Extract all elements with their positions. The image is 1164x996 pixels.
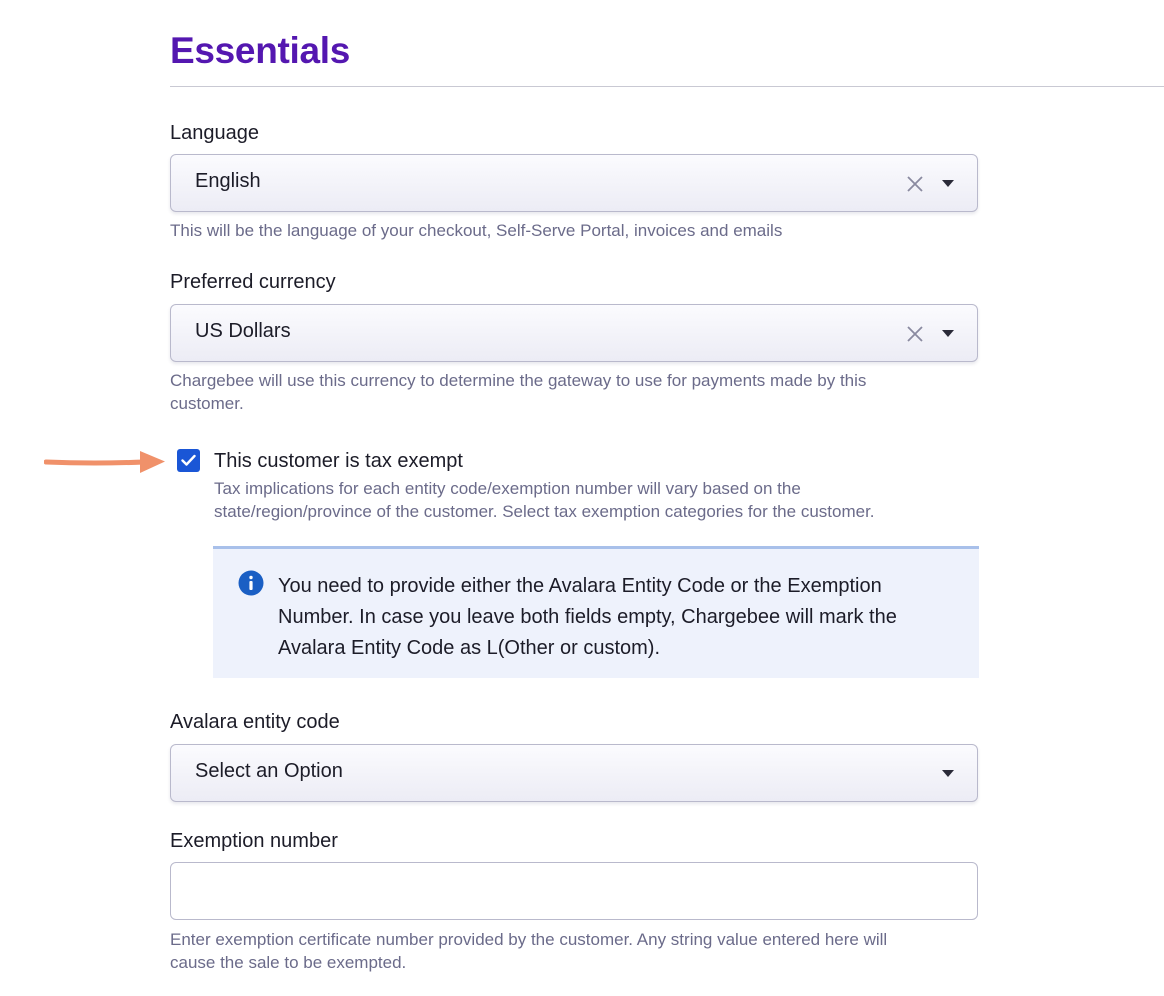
info-message <box>278 571 968 664</box>
exemption-number-label: Exemption number <box>170 830 338 852</box>
language-help-text: This will be the language of your checkout, Self-Serve Portal, invoices and emails <box>170 221 783 240</box>
checkmark-icon <box>181 454 196 467</box>
tax-exempt-help-line: Tax implications for each entity code/exemption number will vary based on the <box>214 479 801 498</box>
clear-icon[interactable] <box>905 174 925 194</box>
entity-code-label: Avalara entity code <box>170 711 340 733</box>
tax-exempt-label[interactable]: This customer is tax exempt <box>214 450 463 472</box>
exemption-help-text <box>170 928 887 974</box>
caret-down-icon[interactable] <box>942 180 954 187</box>
exemption-help-line: cause the sale to be exempted. <box>170 953 407 972</box>
info-line: Avalara Entity Code as L(Other or custom). <box>278 637 661 659</box>
entity-code-placeholder: Select an Option <box>195 760 343 782</box>
clear-icon[interactable] <box>905 324 925 344</box>
language-label: Language <box>170 122 259 144</box>
info-callout <box>213 546 979 678</box>
info-line: You need to provide either the Avalara Entity Code or the Exemption <box>278 575 882 597</box>
currency-label: Preferred currency <box>170 271 336 293</box>
tax-exempt-help-text <box>214 477 974 523</box>
info-icon <box>238 570 264 596</box>
currency-select-value: US Dollars <box>195 320 291 342</box>
language-select-value: English <box>195 170 261 192</box>
section-title: Essentials <box>170 30 351 71</box>
caret-down-icon[interactable] <box>942 330 954 337</box>
info-line: Number. In case you leave both fields empty, Chargebee will mark the <box>278 606 897 628</box>
annotation-arrow-icon <box>44 448 168 478</box>
tax-exempt-help-line: state/region/province of the customer. Select tax exemption categories for the customer. <box>214 502 875 521</box>
currency-help-line: Chargebee will use this currency to determine the gateway to use for payments made by this <box>170 371 867 390</box>
title-divider <box>170 86 1164 87</box>
currency-help-text <box>170 369 866 415</box>
exemption-number-input[interactable] <box>170 862 978 920</box>
tax-exempt-checkbox[interactable] <box>177 449 200 472</box>
caret-down-icon[interactable] <box>942 770 954 777</box>
currency-help-line: customer. <box>170 394 244 413</box>
currency-select[interactable] <box>170 304 978 362</box>
entity-code-select[interactable] <box>170 744 978 802</box>
language-select[interactable] <box>170 154 978 212</box>
exemption-help-line: Enter exemption certificate number provided by the customer. Any string value entered here will <box>170 930 888 949</box>
